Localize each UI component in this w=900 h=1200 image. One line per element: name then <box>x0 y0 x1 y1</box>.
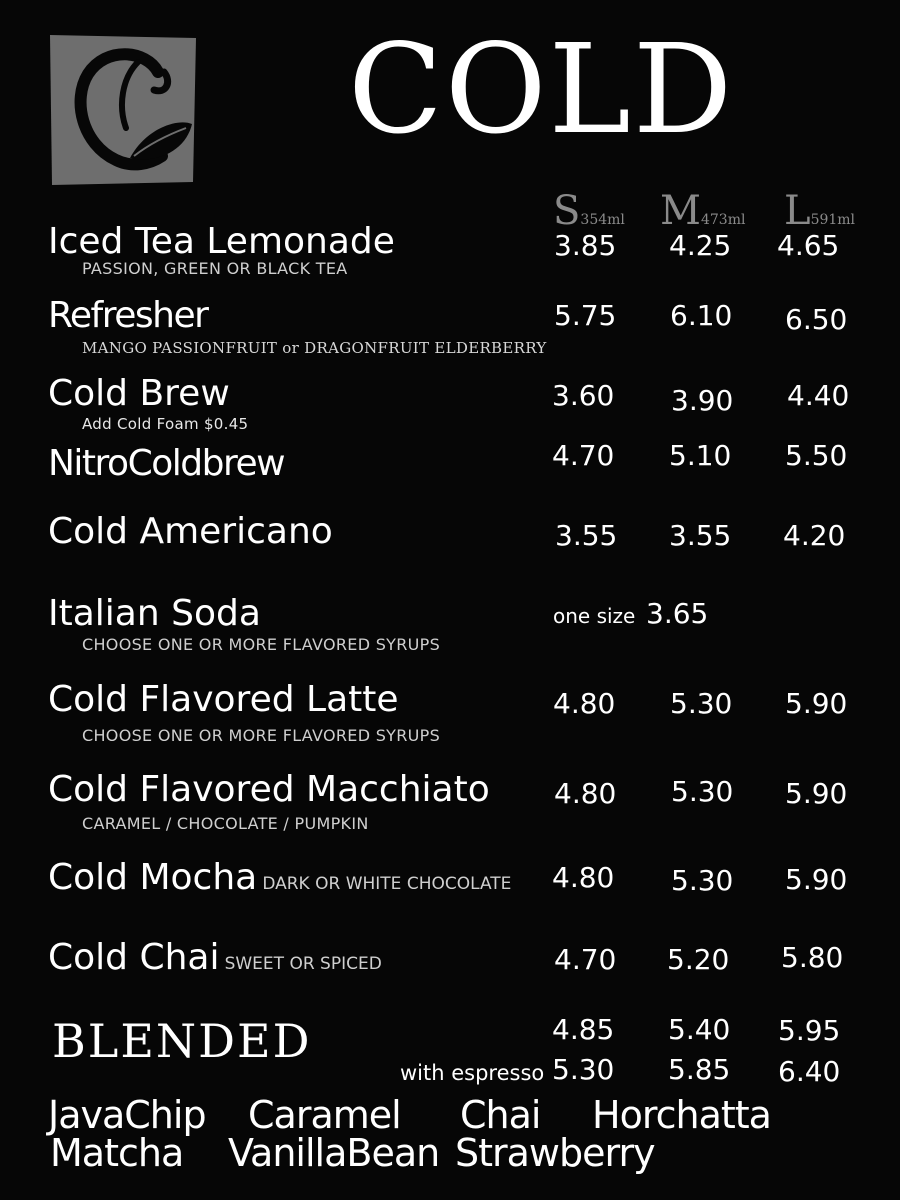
price-small: 3.85 <box>554 229 617 262</box>
price-small: 4.70 <box>554 943 617 976</box>
price-small: 3.60 <box>552 379 615 412</box>
item-name-italian-soda: Italian Soda <box>48 593 261 634</box>
price-large: 6.50 <box>785 303 848 336</box>
price-large: 5.90 <box>785 777 848 810</box>
item-cold-chai <box>48 937 382 978</box>
blended-price-small: 4.85 <box>552 1013 615 1046</box>
price-medium: 3.55 <box>669 519 732 552</box>
price-large: 5.80 <box>781 941 844 974</box>
espresso-price-large: 6.40 <box>778 1055 841 1088</box>
price-small: 4.80 <box>552 861 615 894</box>
with-espresso-label: with espresso <box>400 1061 545 1085</box>
price-large: 5.90 <box>785 863 848 896</box>
item-name-iced-tea-lemonade: Iced Tea Lemonade <box>48 221 395 262</box>
item-name-cold-chai: Cold Chai <box>48 937 220 978</box>
espresso-price-medium: 5.85 <box>668 1053 731 1086</box>
size-letter: S <box>553 188 581 234</box>
item-sub: DARK OR WHITE CHOCOLATE <box>262 874 512 894</box>
price-medium: 5.30 <box>671 775 734 808</box>
flavor-chai: Chai <box>460 1093 541 1137</box>
flavor-caramel: Caramel <box>248 1093 401 1137</box>
item-sub: CHOOSE ONE OR MORE FLAVORED SYRUPS <box>82 635 441 654</box>
price-small: 3.55 <box>555 519 618 552</box>
flavor-strawberry: Strawberry <box>455 1131 655 1175</box>
price-large: 4.65 <box>777 229 840 262</box>
price-large: 5.50 <box>785 439 848 472</box>
price-medium: 6.10 <box>670 299 733 332</box>
script-c-leaf-logo-icon <box>46 32 200 187</box>
one-size-label: one size <box>553 604 636 628</box>
size-letter: M <box>660 188 701 234</box>
price-small: 4.70 <box>552 439 615 472</box>
item-name-cold-flavored-latte: Cold Flavored Latte <box>48 679 399 720</box>
page-title: COLD <box>348 18 735 162</box>
price-medium: 5.10 <box>669 439 732 472</box>
flavor-horchatta: Horchatta <box>592 1093 771 1137</box>
flavor-javachip: JavaChip <box>48 1093 206 1137</box>
item-name-cold-flavored-macchiato: Cold Flavored Macchiato <box>48 769 490 810</box>
item-sub: CHOOSE ONE OR MORE FLAVORED SYRUPS <box>82 726 441 745</box>
item-name-cold-mocha: Cold Mocha <box>48 857 258 898</box>
price-one-size: 3.65 <box>646 597 709 630</box>
price-medium: 3.90 <box>671 384 734 417</box>
price-large: 4.40 <box>787 379 850 412</box>
size-letter: L <box>784 188 811 234</box>
price-medium: 5.30 <box>671 864 734 897</box>
price-medium: 5.30 <box>670 687 733 720</box>
blended-title: BLENDED <box>52 1014 312 1068</box>
item-sub: MANGO PASSIONFRUIT or DRAGONFRUIT ELDERBERRY <box>82 339 547 357</box>
size-header-medium <box>660 188 745 234</box>
espresso-price-small: 5.30 <box>552 1053 615 1086</box>
price-small: 4.80 <box>554 777 617 810</box>
size-ml: 591ml <box>810 212 856 228</box>
price-large: 4.20 <box>783 519 846 552</box>
flavor-matcha: Matcha <box>50 1131 184 1175</box>
item-name-cold-brew: Cold Brew <box>48 373 230 414</box>
item-name-refresher: Refresher <box>48 295 208 336</box>
blended-price-medium: 5.40 <box>668 1013 731 1046</box>
item-sub: CARAMEL / CHOCOLATE / PUMPKIN <box>82 814 369 833</box>
logo <box>46 32 200 187</box>
price-small: 4.80 <box>553 687 616 720</box>
item-sub-cold-foam: Add Cold Foam $0.45 <box>82 415 249 433</box>
size-ml: 354ml <box>580 212 625 228</box>
item-name-cold-americano: Cold Americano <box>48 511 333 552</box>
price-medium: 5.20 <box>667 943 730 976</box>
size-header-small <box>553 188 625 234</box>
item-sub: SWEET OR SPICED <box>224 954 382 974</box>
price-small: 5.75 <box>554 299 617 332</box>
size-ml: 473ml <box>700 212 746 228</box>
item-sub: PASSION, GREEN OR BLACK TEA <box>82 259 348 278</box>
item-cold-mocha <box>48 857 512 898</box>
price-large: 5.90 <box>785 687 848 720</box>
price-medium: 4.25 <box>669 229 732 262</box>
size-header-large <box>784 188 855 234</box>
item-name-nitro-cold-brew: NitroColdbrew <box>48 443 285 484</box>
blended-price-large: 5.95 <box>778 1014 841 1047</box>
flavor-vanillabean: VanillaBean <box>228 1131 440 1175</box>
